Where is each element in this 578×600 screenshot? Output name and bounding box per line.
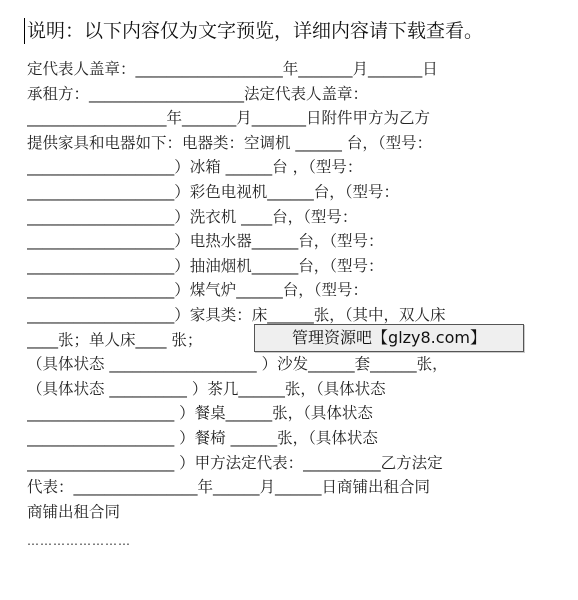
text-cursor xyxy=(24,18,25,44)
doc-line: ___________________）电热水器______台，（型号： xyxy=(27,232,384,251)
doc-line: 代表：________________年______月______日商铺出租合同 xyxy=(27,478,431,497)
doc-line: ___________________ ）餐椅 ______张，（具体状态 xyxy=(27,428,378,447)
ellipsis-dots: …………………… xyxy=(27,534,131,548)
doc-line: 提供家具和电器如下：电器类：空调机 ______ 台，（型号： xyxy=(27,133,433,152)
doc-line: ___________________）抽油烟机______台，（型号： xyxy=(27,256,384,275)
doc-line: ___________________）煤气炉______台，（型号： xyxy=(27,281,369,300)
doc-line: ___________________ ）餐桌______张，（具体状态 xyxy=(27,404,373,423)
doc-line: 定代表人盖章：___________________年_______月_______日 xyxy=(27,60,438,78)
doc-line: （具体状态 ___________________ ）沙发______套______张， xyxy=(27,355,448,374)
doc-line: ___________________）洗衣机 ____台，（型号： xyxy=(27,207,358,226)
doc-line: ___________________）家具类：床______张，（其中，双人床 xyxy=(27,305,446,324)
doc-line: 商铺出租合同 xyxy=(27,502,121,521)
doc-line: __________________年_______月_______日附件甲方为乙方 xyxy=(27,109,431,128)
doc-line: 承租方：____________________法定代表人盖章： xyxy=(27,84,369,103)
doc-line: ___________________）彩色电视机______台，（型号： xyxy=(27,182,400,201)
doc-line: ___________________ ）甲方法定代表：__________乙方法定 xyxy=(27,453,443,472)
watermark-banner: 管理资源吧【glzy8.com】 xyxy=(254,324,524,352)
doc-line: ___________________）冰箱 ______台 ，（型号： xyxy=(27,158,363,177)
doc-line: （具体状态 __________ ）茶几______张，（具体状态 xyxy=(27,379,386,398)
doc-line: ____张；单人床____ 张； xyxy=(27,330,203,349)
document-body xyxy=(27,57,557,524)
preview-notice: 说明：以下内容仅为文字预览，详细内容请下载查看。 xyxy=(27,20,484,42)
